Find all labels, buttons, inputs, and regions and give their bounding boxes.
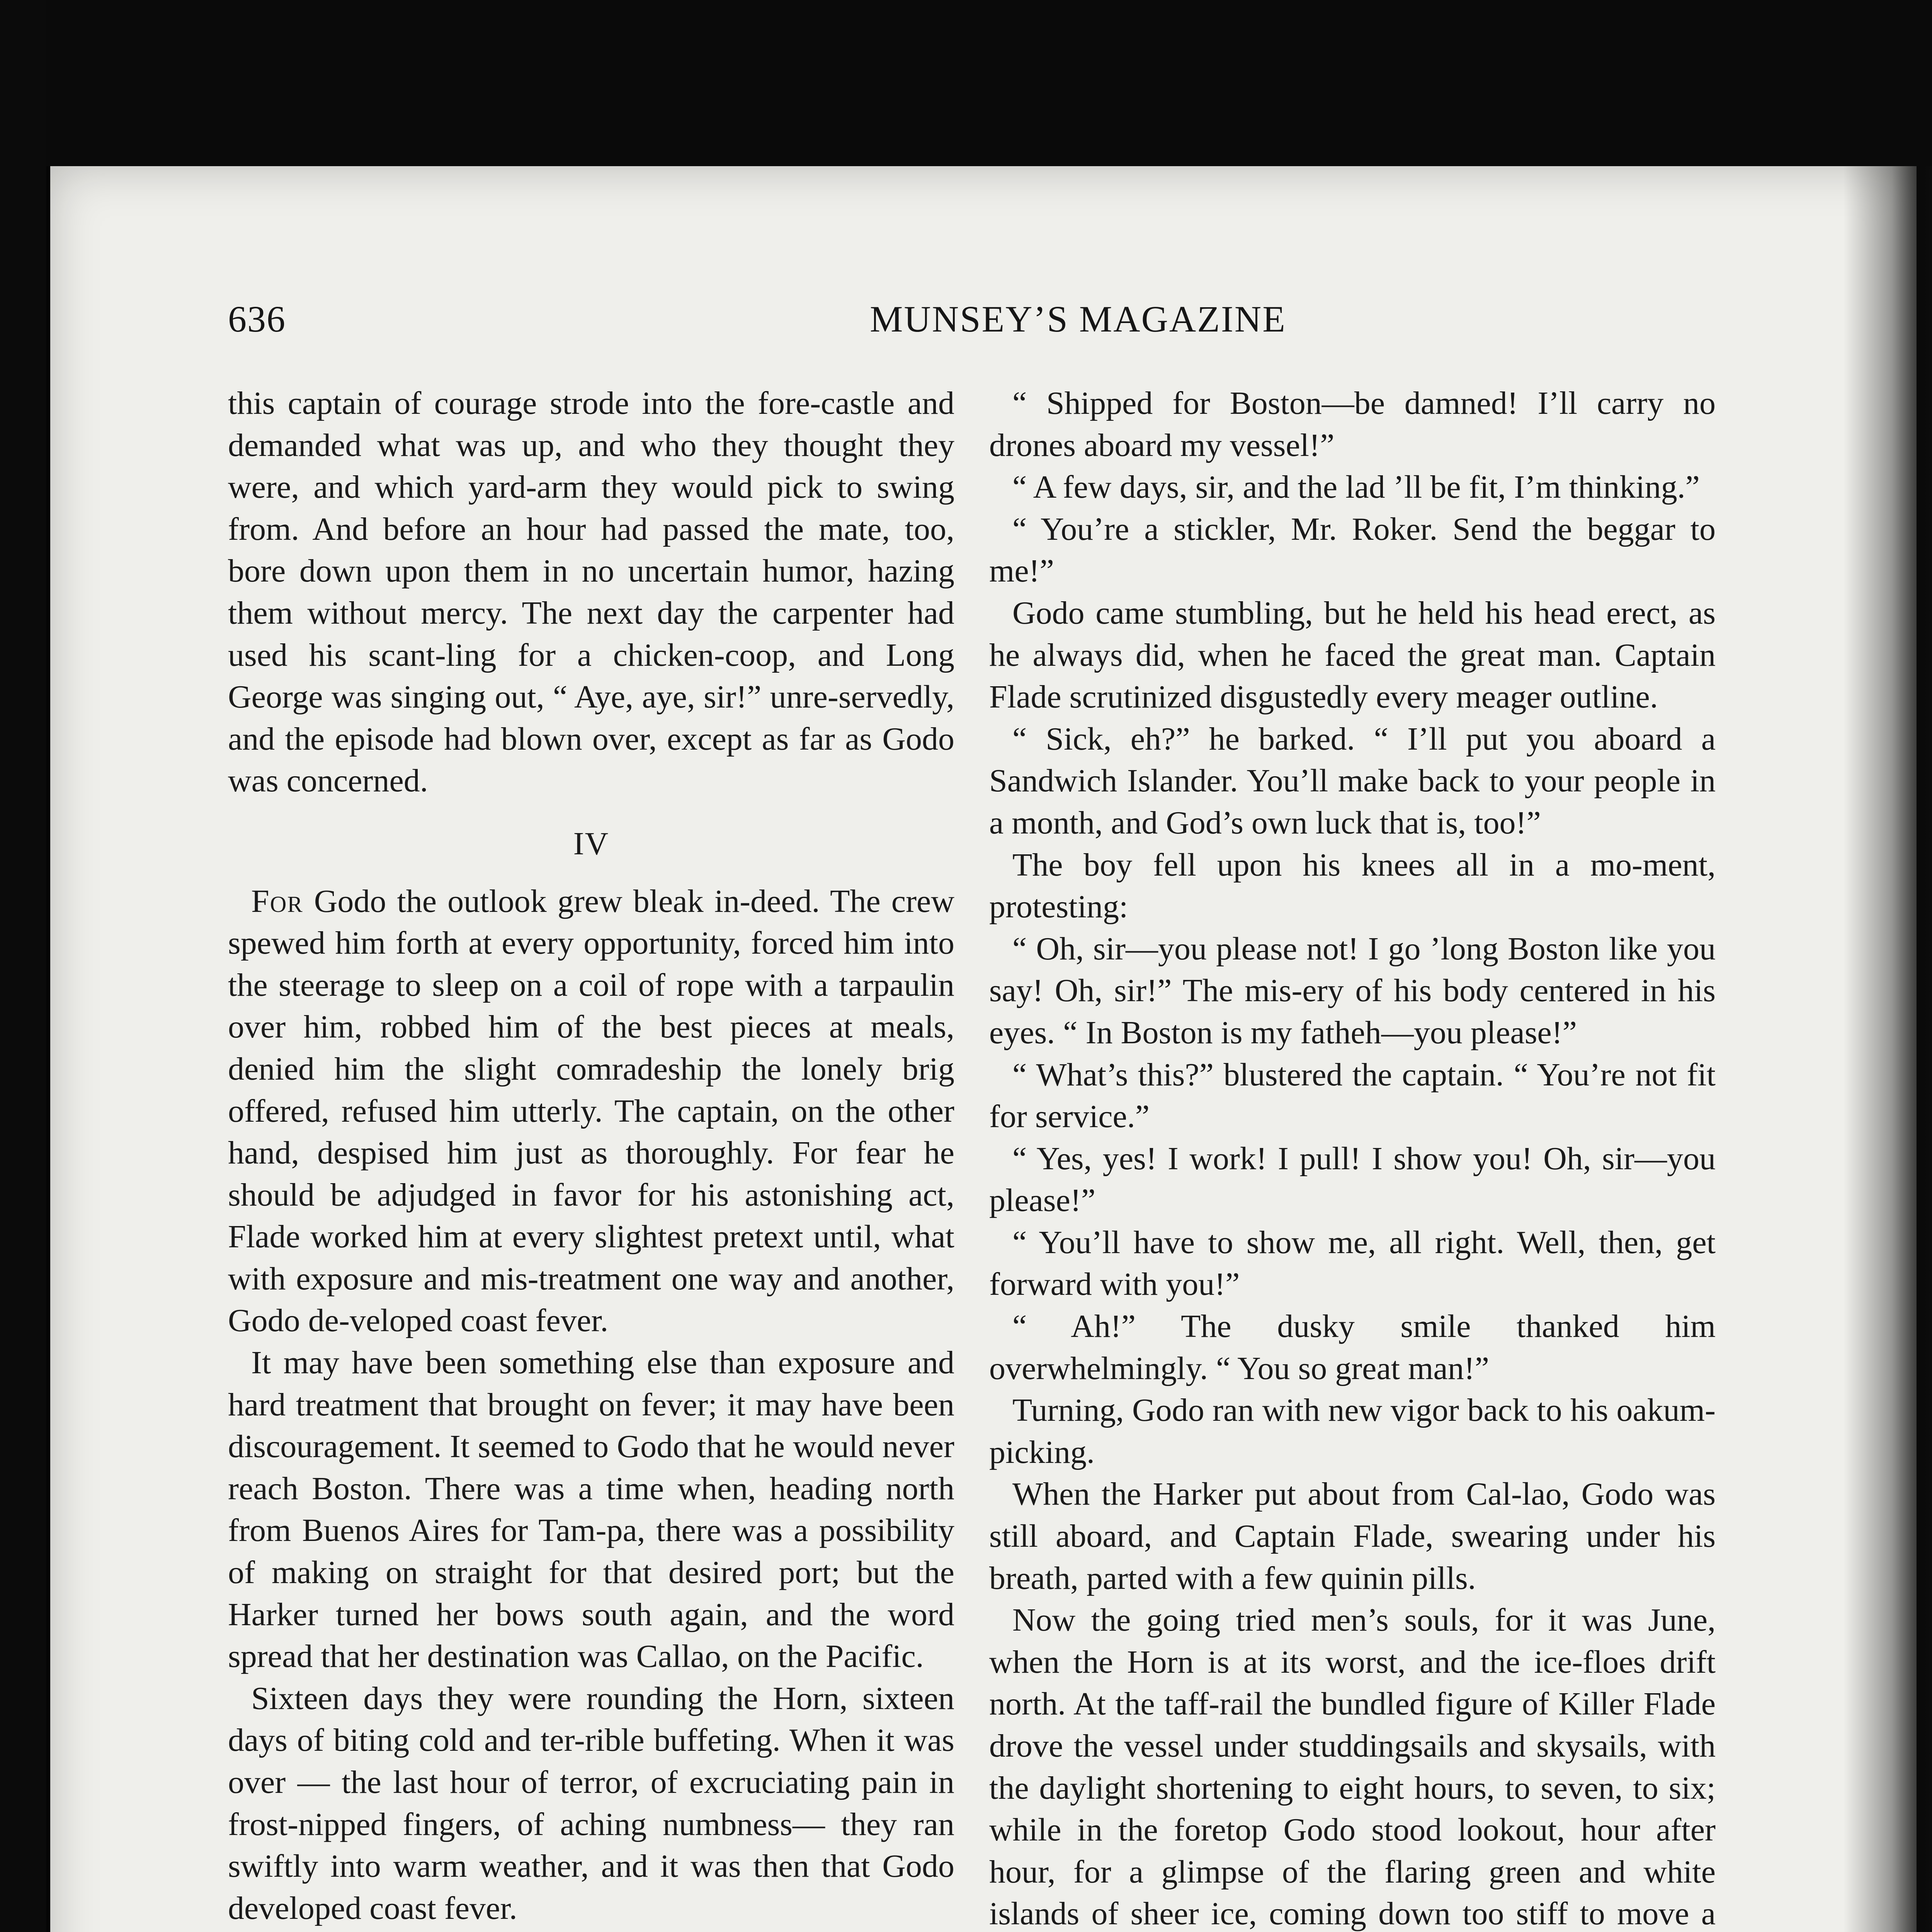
right-column [989,383,1716,1932]
paragraph: The boy fell upon his knees all in a mo-ment, protesting: [989,847,1716,925]
paragraph: “ Shipped for Boston—be damned! I’ll carry no drones aboard my vessel!” [989,385,1716,463]
paragraph: “ Ah!” The dusky smile thanked him overwhelmingly. “ You so great man!” [989,1308,1716,1386]
section-number: IV [573,825,609,862]
paragraph: Godo came stumbling, but he held his head erect, as he always did, when he faced the great man. Captain Flade scrutinized disgustedly every meager outline. [989,595,1716,715]
paragraph: Turning, Godo ran with new vigor back to his oakum-picking. [989,1392,1716,1470]
running-title: MUNSEY’S MAGAZINE [870,298,1286,340]
paragraph: “ Oh, sir—you please not! I go ’long Boston like you say! Oh, sir!” The mis-ery of his body centered in his eyes. “ In Boston is my fatheh—you please!” [989,930,1716,1051]
paragraph: this captain of courage strode into the fore-castle and demanded what was up, and who they thought they were, and which yard-arm they would pick to swing from. And before an hour had passed the mate, too, bore down upon them in no uncertain humor, hazing them without mercy. The next day the carpenter had used his scant-ling for a chicken-coop, and Long George was singing out, “ Aye, aye, sir!” unre-servedly, and the episode had blown over, except as far as Godo was concerned. [228,385,954,799]
paragraph [228,881,954,1342]
paragraph: “ Sick, eh?” he barked. “ I’ll put you aboard a Sandwich Islander. You’ll make back to your people in a month, and God’s own luck that is, too!” [989,721,1716,841]
paragraph: “ Yes, yes! I work! I pull! I show you! Oh, sir—you please!” [989,1140,1716,1219]
page-number: 636 [228,298,286,340]
paragraph: Sixteen days they were rounding the Horn, sixteen days of biting cold and ter-rible buffeting. When it was over — the last hour of terror, of excruciating pain in frost-nipped fingers, of aching numbness— they ran swiftly into warm weather, and it was then that Godo developed coast fever. [228,1680,954,1926]
paragraph: “ A few days, sir, and the lad ’ll be fit, I’m thinking.” [1012,469,1700,505]
drop-lead-word: For [251,883,303,919]
paragraph: It may have been something else than exposure and hard treatment that brought on fever; it may have been discouragement. It seemed to Godo that he would never reach Boston. There was a time when, heading north from Buenos Aires for Tam-pa, there was a possibility of making on straight for that desired port; but the Harker turned her bows south again, and the word spread that her destination was Callao, on the Pacific. [228,1345,954,1675]
paragraph: Now the going tried men’s souls, for it was June, when the Horn is at its worst, and the ice-floes drift north. At the taff-rail the bundled figure of Killer Flade drove the vessel under studdingsails and skysails, with the daylight shortening to eight hours, to seven, to six; while in the foretop Godo stood lookout, hour after hour, for a glimpse of the flaring green and white islands of sheer ice, coming down too stiff to move a [989,1602,1716,1932]
paragraph-text: Godo the outlook grew bleak in-deed. The crew spewed him forth at every opportunity, forced him into the steerage to sleep on a coil of rope with a tarpaulin over him, robbed him of the best pieces at meals, denied him the slight comradeship the lonely brig offered, refused him utterly. The captain, on the other hand, despised him just as thoroughly. For fear he should be adjudged in favor for his astonishing act, Flade worked him at every slightest pretext until, what with exposure and mis-treatment one way and another, Godo de-veloped coast fever. [228,883,954,1339]
paragraph: When the Harker put about from Cal-lao, Godo was still aboard, and Captain Flade, swearing under his breath, parted with a few quinin pills. [989,1476,1716,1596]
page-gutter-shadow [1843,166,1932,1932]
scanner-border-left [0,0,46,1932]
scanner-border-top [0,0,1932,166]
paragraph: “ What’s this?” blustered the captain. “ You’re not fit for service.” [989,1056,1716,1135]
left-column [228,383,954,1932]
paragraph [228,1929,954,1932]
paragraph: “ You’re a stickler, Mr. Roker. Send the beggar to me!” [989,511,1716,589]
paragraph: “ You’ll have to show me, all right. Well, then, get forward with you!” [989,1224,1716,1303]
